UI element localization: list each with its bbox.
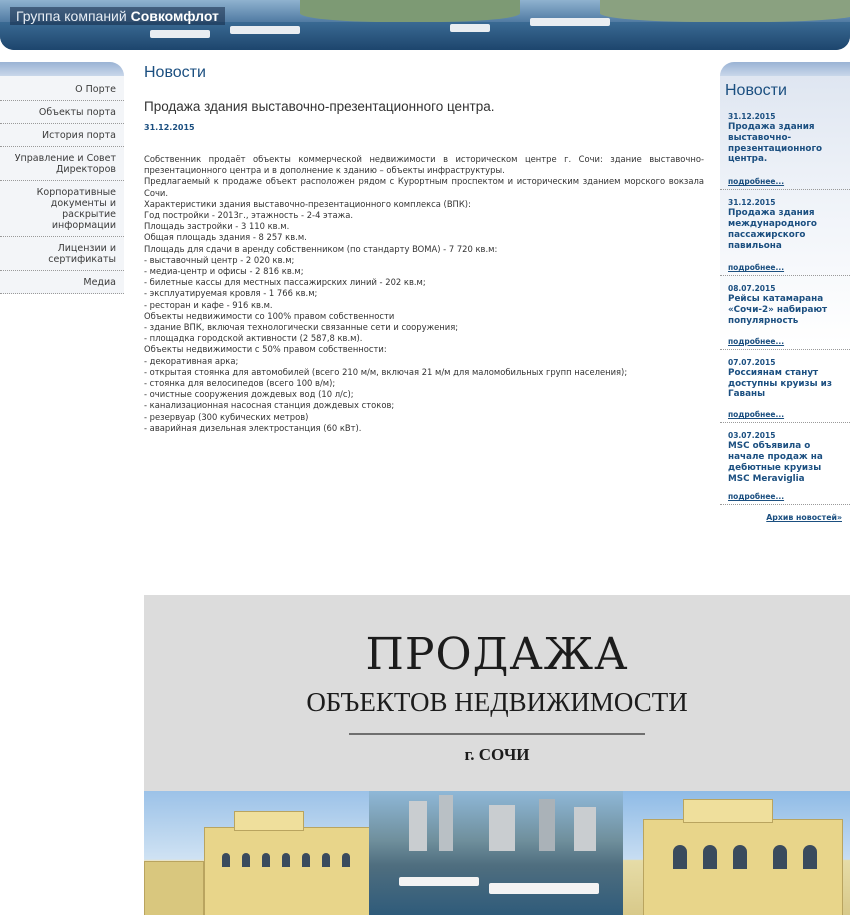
news-item-more-link[interactable]: подробнее... (728, 177, 785, 187)
poster-photo-building-right (623, 791, 850, 915)
cruise-ship-image (489, 883, 599, 894)
article-paragraph: - открытая стоянка для автомобилей (всего 210 м/м, включая 21 м/м для маломобильных групп населения); (144, 366, 628, 377)
city-tower-image (409, 801, 427, 851)
nav-item-media[interactable]: Медиа (0, 271, 124, 294)
news-item-title[interactable]: Продажа здания международного пассажирского павильона (728, 208, 817, 251)
article-paragraph: - резервуар (300 кубических метров) (144, 411, 309, 422)
news-item (720, 284, 850, 349)
article-title: Продажа здания выставочно-презентационного центра. (144, 99, 495, 114)
banner-boat-image (230, 26, 300, 34)
article-paragraph: - билетные кассы для местных пассажирских линий - 202 кв.м; (144, 277, 426, 288)
sale-poster-banner[interactable] (144, 595, 850, 915)
news-item-date: 31.12.2015 (728, 198, 776, 208)
banner-hill-image (600, 0, 850, 22)
brand-name: Совкомфлот (130, 8, 219, 24)
banner-boat-image (150, 30, 210, 38)
nav-item-port-objects[interactable]: Объекты порта (0, 101, 124, 124)
brand-prefix: Группа компаний (16, 8, 127, 24)
main-content (144, 62, 704, 434)
page-title: Новости (144, 64, 206, 81)
news-sidebar (720, 62, 850, 522)
news-sidebar-title: Новости (725, 82, 787, 99)
news-item-more-link[interactable]: подробнее... (728, 492, 785, 502)
article-paragraph: - канализационная насосная станция дождевых стоков; (144, 400, 395, 411)
news-item-title[interactable]: Россиянам станут доступны круизы из Гаваны (728, 367, 832, 400)
nav-item-licenses[interactable]: Лицензии и сертификаты (0, 237, 124, 271)
city-tower-image (574, 807, 596, 851)
nav-item-about-port[interactable]: О Порте (0, 76, 124, 101)
banner-harbor-image (0, 22, 850, 50)
article-paragraph: Площадь для сдачи в аренду собственником (по стандарту BOMA) - 7 720 кв.м: (144, 243, 498, 254)
poster-photo-harbor (369, 791, 623, 915)
article-paragraph: - площадка городской активности (2 587,8 кв.м). (144, 333, 363, 344)
poster-divider (349, 733, 645, 735)
article-paragraph: - ресторан и кафе - 916 кв.м. (144, 299, 273, 310)
article-paragraph: Собственник продаёт объекты коммерческой недвижимости в историческом центре г. Сочи: здание выставочно-презентационного центра и в дополнение к зданию – объекты инфраструктуры. (144, 154, 704, 176)
news-sidebar-cap (720, 62, 850, 76)
news-sidebar-body (720, 76, 850, 522)
article-paragraph: - медиа-центр и офисы - 2 816 кв.м; (144, 266, 304, 277)
city-tower-image (539, 799, 555, 851)
news-item-date: 08.07.2015 (728, 284, 776, 294)
article-paragraph: - здание ВПК, включая технологически связанные сети и сооружения; (144, 322, 459, 333)
nav-item-port-history[interactable]: История порта (0, 124, 124, 147)
left-sidebar-cap (0, 62, 124, 76)
article-paragraph: - очистные сооружения дождевых вод (10 л/с); (144, 389, 354, 400)
article-paragraph: Предлагаемый к продаже объект расположен рядом с Курортным проспектом и историческим зданием морского вокзала Сочи. (144, 176, 704, 198)
left-sidebar-body (0, 76, 124, 294)
article-paragraph: Характеристики здания выставочно-презентационного комплекса (ВПК): (144, 198, 471, 209)
news-item-more-link[interactable]: подробнее... (728, 336, 785, 346)
poster-photo-building-left (144, 791, 369, 915)
banner-boat-image (530, 18, 610, 26)
article-paragraph: - стоянка для велосипедов (всего 100 в/м); (144, 378, 336, 389)
poster-title: ПРОДАЖА (365, 629, 629, 680)
article-paragraph: - эксплуатируемая кровля - 1 766 кв.м; (144, 288, 318, 299)
poster-city: г. СОЧИ (464, 745, 530, 764)
banner-hill-image (300, 0, 520, 22)
article-paragraph: - выставочный центр - 2 020 кв.м; (144, 254, 295, 265)
news-item-more-link[interactable]: подробнее... (728, 410, 785, 420)
article-paragraph: - декоративная арка; (144, 355, 239, 366)
poster-subtitle: ОБЪЕКТОВ НЕДВИЖИМОСТИ (306, 687, 688, 717)
building-roof-image (234, 811, 304, 831)
news-item-date: 31.12.2015 (728, 112, 776, 121)
nav-item-management[interactable]: Управление и Совет Директоров (0, 147, 124, 181)
article-paragraph: Год постройки - 2013г., этажность - 2-4 этажа. (144, 210, 354, 221)
news-item (720, 198, 850, 276)
article-date: 31.12.2015 (144, 123, 195, 132)
news-item-title[interactable]: Продажа здания выставочно-презентационного центра. (728, 122, 823, 165)
banner-boat-image (450, 24, 490, 32)
article-paragraph: Объекты недвижимости со 100% правом собственности (144, 310, 395, 321)
article-paragraph: Площадь застройки - 3 110 кв.м. (144, 221, 290, 232)
building-facade-image (204, 827, 369, 915)
news-item-date: 03.07.2015 (728, 431, 776, 441)
news-item (720, 358, 850, 423)
building-wing-image (144, 861, 204, 915)
news-item-title[interactable]: Рейсы катамарана «Сочи-2» набирают популярность (728, 294, 828, 326)
news-item-title[interactable]: MSC объявила о начале продаж на дебютные круизы MSC Meraviglia (728, 441, 823, 484)
news-archive-link[interactable]: Архив новостей» (766, 513, 842, 523)
article-body (144, 154, 704, 434)
news-item (720, 112, 850, 190)
brand-logo[interactable] (10, 7, 225, 25)
news-item-more-link[interactable]: подробнее... (728, 263, 785, 273)
article-paragraph: Объекты недвижимости с 50% правом собственности: (144, 344, 387, 355)
article-paragraph: - аварийная дизельная электростанция (60 кВт). (144, 422, 362, 433)
header-banner (0, 0, 850, 50)
nav-item-corporate-documents[interactable]: Корпоративные документы и раскрытие информации (0, 181, 124, 237)
cruise-ship-image (399, 877, 479, 886)
article-paragraph: Общая площадь здания - 8 257 кв.м. (144, 232, 307, 243)
building-roof-image (683, 799, 773, 823)
left-sidebar-nav (0, 62, 124, 294)
news-item-date: 07.07.2015 (728, 357, 776, 367)
city-tower-image (439, 795, 453, 851)
city-tower-image (489, 805, 515, 851)
news-item (720, 431, 850, 505)
